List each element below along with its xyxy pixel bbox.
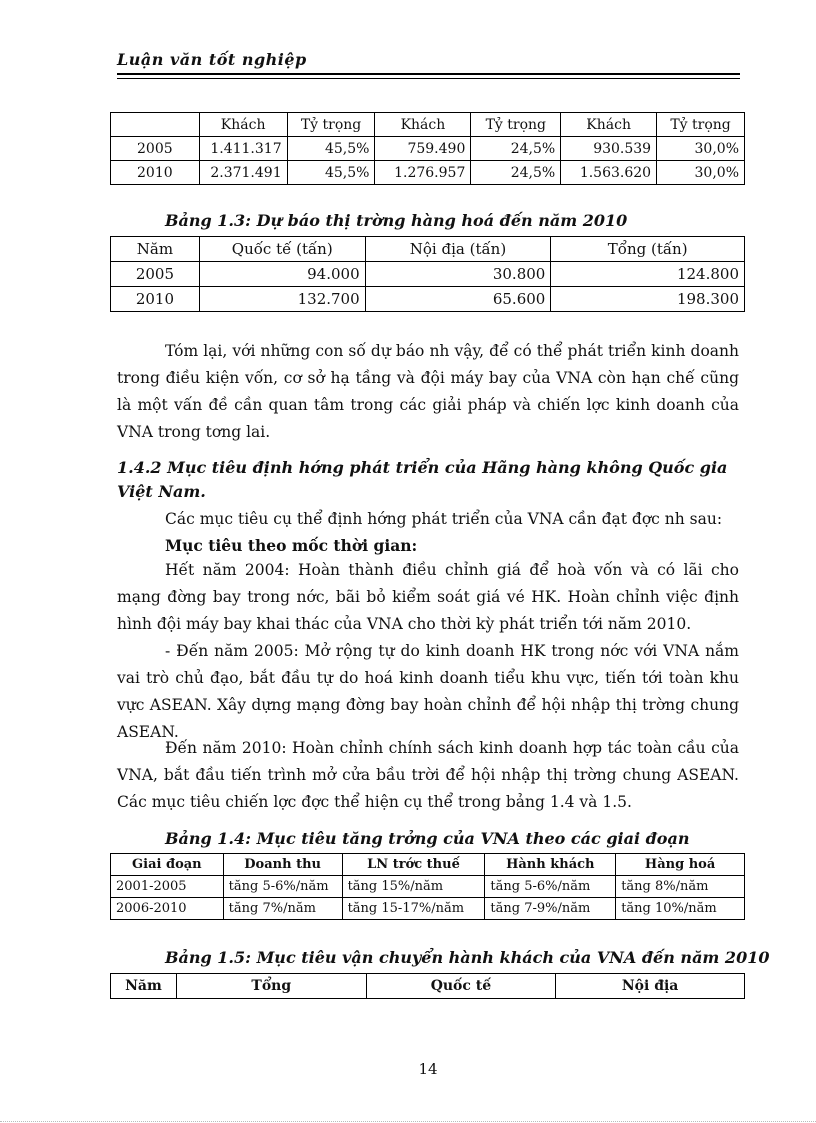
table-cell: 30.800: [365, 262, 551, 287]
table-header-cell: Hành khách: [485, 854, 616, 876]
paragraph-2004: [117, 557, 739, 638]
table-cell: 2006-2010: [111, 898, 224, 920]
table-cell: 930.539: [561, 137, 657, 161]
growth-targets-table: [110, 853, 745, 920]
table-cell: tăng 8%/năm: [616, 876, 745, 898]
table-cell: 30,0%: [657, 137, 745, 161]
paragraph-text: - Đến năm 2005: Mở rộng tự do kinh doanh HK trong nớc với VNA nắm vai trò chủ đạo, bắt đầu tự do hoá kinh doanh tiểu khu vực, tiến tới toàn khu vực ASEAN. Xây dựng mạng đờng bay hoàn chỉnh để hội nhập thị trờng chung ASEAN.: [117, 642, 739, 741]
table-cell: 24,5%: [471, 161, 561, 185]
paragraph-text: Tóm lại, với những con số dự báo nh vậy, để có thể phát triển kinh doanh trong điều kiện vốn, cơ sở hạ tầng và đội máy bay của VNA còn hạn chế cũng là một vấn đề cần quan tâm trong các giải pháp và chiến lợc kinh doanh của VNA trong tơng lai.: [117, 342, 739, 441]
paragraph-summary: [117, 338, 739, 446]
table-header-cell: Khách: [199, 113, 287, 137]
paragraph-text: Hết năm 2004: Hoàn thành điều chỉnh giá để hoà vốn và có lãi cho mạng đờng bay trong nớc, bãi bỏ kiểm soát giá vé HK. Hoàn chỉnh việc định hình đội máy bay khai thác của VNA cho thời kỳ phát triển tới năm 2010.: [117, 561, 739, 633]
table-cell: 94.000: [199, 262, 365, 287]
table-header-cell: Tỷ trọng: [471, 113, 561, 137]
table-header-cell: Hàng hoá: [616, 854, 745, 876]
running-header-title: Luận văn tốt nghiệp: [117, 50, 307, 69]
table-cell: 198.300: [551, 287, 745, 312]
section-heading-1-4-2: 1.4.2 Mục tiêu định hớng phát triển của Hãng hàng không Quốc gia Việt Nam.: [117, 458, 728, 501]
table-header-row: [111, 113, 745, 137]
table-row: [111, 137, 745, 161]
table-caption-1-5: Bảng 1.5: Mục tiêu vận chuyển hành khách của VNA đến năm 2010: [165, 948, 770, 967]
table-header-row: [111, 237, 745, 262]
table-cell: 45,5%: [287, 161, 375, 185]
page-number: 14: [418, 1060, 438, 1078]
table-cell: 2005: [111, 262, 200, 287]
intro-line: Các mục tiêu cụ thể định hớng phát triển của VNA cần đạt đợc nh sau:: [165, 510, 723, 528]
passenger-share-table: [110, 112, 745, 185]
paragraph-text: Đến năm 2010: Hoàn chỉnh chính sách kinh doanh hợp tác toàn cầu của VNA, bắt đầu tiến trình mở cửa bầu trời để hội nhập thị trờng chung ASEAN. Các mục tiêu chiến lợc đợc thể hiện cụ thể trong bảng 1.4 và 1.5.: [117, 739, 739, 811]
table-cell: tăng 7-9%/năm: [485, 898, 616, 920]
table-caption-1-4: Bảng 1.4: Mục tiêu tăng trởng của VNA theo các giai đoạn: [165, 829, 690, 848]
header-rule-thick: [117, 73, 740, 75]
header-rule-thin: [117, 78, 740, 79]
table-header-cell: Tổng (tấn): [551, 237, 745, 262]
table-header-cell: Khách: [561, 113, 657, 137]
table-cell: 124.800: [551, 262, 745, 287]
table-cell: 2010: [111, 287, 200, 312]
table-header-cell: Doanh thu: [223, 854, 342, 876]
table-header-cell: Khách: [375, 113, 471, 137]
table-cell: 2005: [111, 137, 200, 161]
page-bottom-divider: [0, 1121, 816, 1122]
table-cell: 1.276.957: [375, 161, 471, 185]
table-cell: 2001-2005: [111, 876, 224, 898]
table-caption-1-3: Bảng 1.3: Dự báo thị trờng hàng hoá đến năm 2010: [165, 211, 628, 230]
table-cell: tăng 15%/năm: [342, 876, 485, 898]
table-cell: 132.700: [199, 287, 365, 312]
table-header-cell: Nội địa (tấn): [365, 237, 551, 262]
table-cell: 759.490: [375, 137, 471, 161]
table-row: [111, 287, 745, 312]
table-cell: 65.600: [365, 287, 551, 312]
subheading-milestones: Mục tiêu theo mốc thời gian:: [165, 536, 418, 555]
table-header-cell: Năm: [111, 237, 200, 262]
table-cell: 30,0%: [657, 161, 745, 185]
table-header-cell: [111, 113, 200, 137]
table-cell: tăng 15-17%/năm: [342, 898, 485, 920]
table-header-cell: Giai đoạn: [111, 854, 224, 876]
table-row: [111, 876, 745, 898]
table-cell: 2010: [111, 161, 200, 185]
table-cell: tăng 5-6%/năm: [485, 876, 616, 898]
table-header-cell: Quốc tế: [366, 974, 556, 999]
table-header-cell: Tổng: [176, 974, 366, 999]
table-cell: 1.411.317: [199, 137, 287, 161]
cargo-forecast-table: [110, 236, 745, 312]
table-header-row: [111, 974, 745, 999]
table-header-cell: Năm: [111, 974, 177, 999]
table-cell: 2.371.491: [199, 161, 287, 185]
passenger-targets-table: [110, 973, 745, 999]
paragraph-2010: [117, 735, 739, 816]
table-header-cell: Tỷ trọng: [287, 113, 375, 137]
table-cell: tăng 10%/năm: [616, 898, 745, 920]
table-row: [111, 898, 745, 920]
table-cell: 45,5%: [287, 137, 375, 161]
table-cell: tăng 7%/năm: [223, 898, 342, 920]
table-row: [111, 262, 745, 287]
table-header-row: [111, 854, 745, 876]
table-header-cell: Tỷ trọng: [657, 113, 745, 137]
table-cell: 1.563.620: [561, 161, 657, 185]
table-cell: 24,5%: [471, 137, 561, 161]
table-header-cell: Quốc tế (tấn): [199, 237, 365, 262]
table-header-cell: LN trớc thuế: [342, 854, 485, 876]
table-header-cell: Nội địa: [556, 974, 745, 999]
table-row: [111, 161, 745, 185]
paragraph-2005: [117, 638, 739, 746]
table-cell: tăng 5-6%/năm: [223, 876, 342, 898]
